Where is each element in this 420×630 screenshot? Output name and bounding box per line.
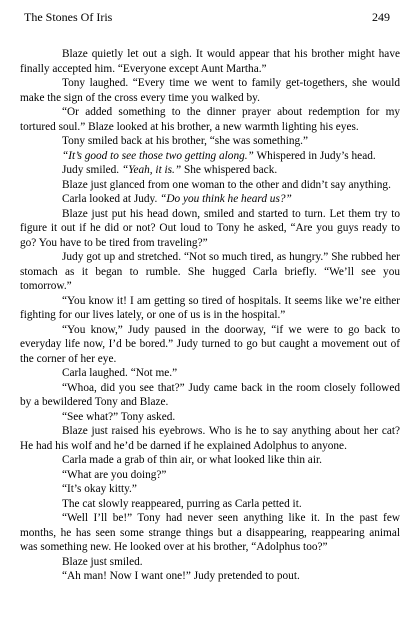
text-run: “See what?” Tony asked. <box>62 410 176 423</box>
book-title: The Stones Of Iris <box>24 10 113 24</box>
paragraph <box>20 482 400 497</box>
paragraph <box>20 555 400 570</box>
text-run: “Whoa, did you see that?” Judy came back in the room closely followed by a bewildered Tony and Blaze. <box>20 381 400 408</box>
text-run: “You know,” Judy paused in the doorway, “if we were to go back to everyday life now, I’d be bored.” Judy turned to go but caught a movement out of the corner of her eye. <box>20 323 400 365</box>
text-run: The cat slowly reappeared, purring as Carla petted it. <box>62 497 302 510</box>
paragraph <box>20 410 400 425</box>
paragraph <box>20 294 400 323</box>
paragraph <box>20 497 400 512</box>
text-run: Blaze just smiled. <box>62 555 143 568</box>
text-run: Whispered in Judy’s head. <box>253 149 376 162</box>
italic-thought: “Yeah, it is.” <box>121 164 182 176</box>
text-run: “Or added something to the dinner prayer about redemption for my tortured soul.” Blaze looked at his brother, a new warmth lighting his eyes. <box>20 106 400 133</box>
text-run: Carla made a grab of thin air, or what looked like thin air. <box>62 454 322 466</box>
text-run: Tony laughed. “Every time we went to family get-togethers, she would make the sign of the cross every time you walked by. <box>20 77 400 104</box>
paragraph <box>20 250 400 294</box>
running-header <box>20 10 400 24</box>
italic-thought: “It’s good to see those two getting along.” <box>62 149 254 162</box>
text-run: Blaze just raised his eyebrows. Who is he to say anything about her cat? He had his wolf and he’d be darned if he explained Adolphus to anyone. <box>20 425 400 452</box>
text-run: Carla laughed. “Not me.” <box>62 367 178 379</box>
paragraph <box>20 207 400 251</box>
text-run: “Ah man! Now I want one!” Judy pretended to pout. <box>62 570 300 582</box>
text-run: She whispered back. <box>181 164 278 176</box>
text-run: Judy got up and stretched. “Not so much tired, as hungry.” She rubbed her stomach as it began to rumble. She hugged Carla briefly. “We’ll see you tomorrow.” <box>20 251 400 292</box>
text-run: Blaze just put his head down, smiled and started to turn. Let them try to figure it out if he did or not? Out loud to Tony he asked, “Are you guys ready to go? You have to be tired from traveling?” <box>20 207 400 249</box>
italic-thought: “Do you think he heard us?” <box>160 193 292 205</box>
paragraph <box>20 76 400 105</box>
text-run: Judy smiled. <box>62 164 122 176</box>
page-number: 249 <box>372 10 390 24</box>
paragraph <box>20 468 400 483</box>
paragraph <box>20 323 400 367</box>
text-run: “What are you doing?” <box>62 468 167 481</box>
text-run: Blaze just glanced from one woman to the other and didn’t say anything. <box>62 178 391 191</box>
paragraph <box>20 178 400 193</box>
body-text <box>20 47 400 584</box>
paragraph <box>20 149 400 164</box>
text-run: “It’s okay kitty.” <box>62 483 137 495</box>
text-run: “You know it! I am getting so tired of hospitals. It seems like we’re either fighting for our lives lately, or one of us is in the hospital.” <box>20 294 400 321</box>
paragraph <box>20 105 400 134</box>
paragraph <box>20 424 400 453</box>
paragraph <box>20 453 400 468</box>
paragraph <box>20 511 400 555</box>
paragraph <box>20 366 400 381</box>
paragraph <box>20 569 400 584</box>
paragraph <box>20 381 400 410</box>
paragraph <box>20 134 400 149</box>
paragraph <box>20 192 400 207</box>
text-run: Blaze quietly let out a sigh. It would appear that his brother might have finally accepted him. “Everyone except Aunt Martha.” <box>20 48 400 75</box>
text-run: Carla looked at Judy. <box>62 193 161 205</box>
text-run: Tony smiled back at his brother, “she was something.” <box>62 135 308 147</box>
text-run: “Well I’ll be!” Tony had never seen anything like it. In the past few months, he has seen some strange things but a disappearing, reappearing animal was something new. He looked over at his brother, “Adolphus too?” <box>20 512 400 553</box>
paragraph <box>20 163 400 178</box>
paragraph <box>20 47 400 76</box>
